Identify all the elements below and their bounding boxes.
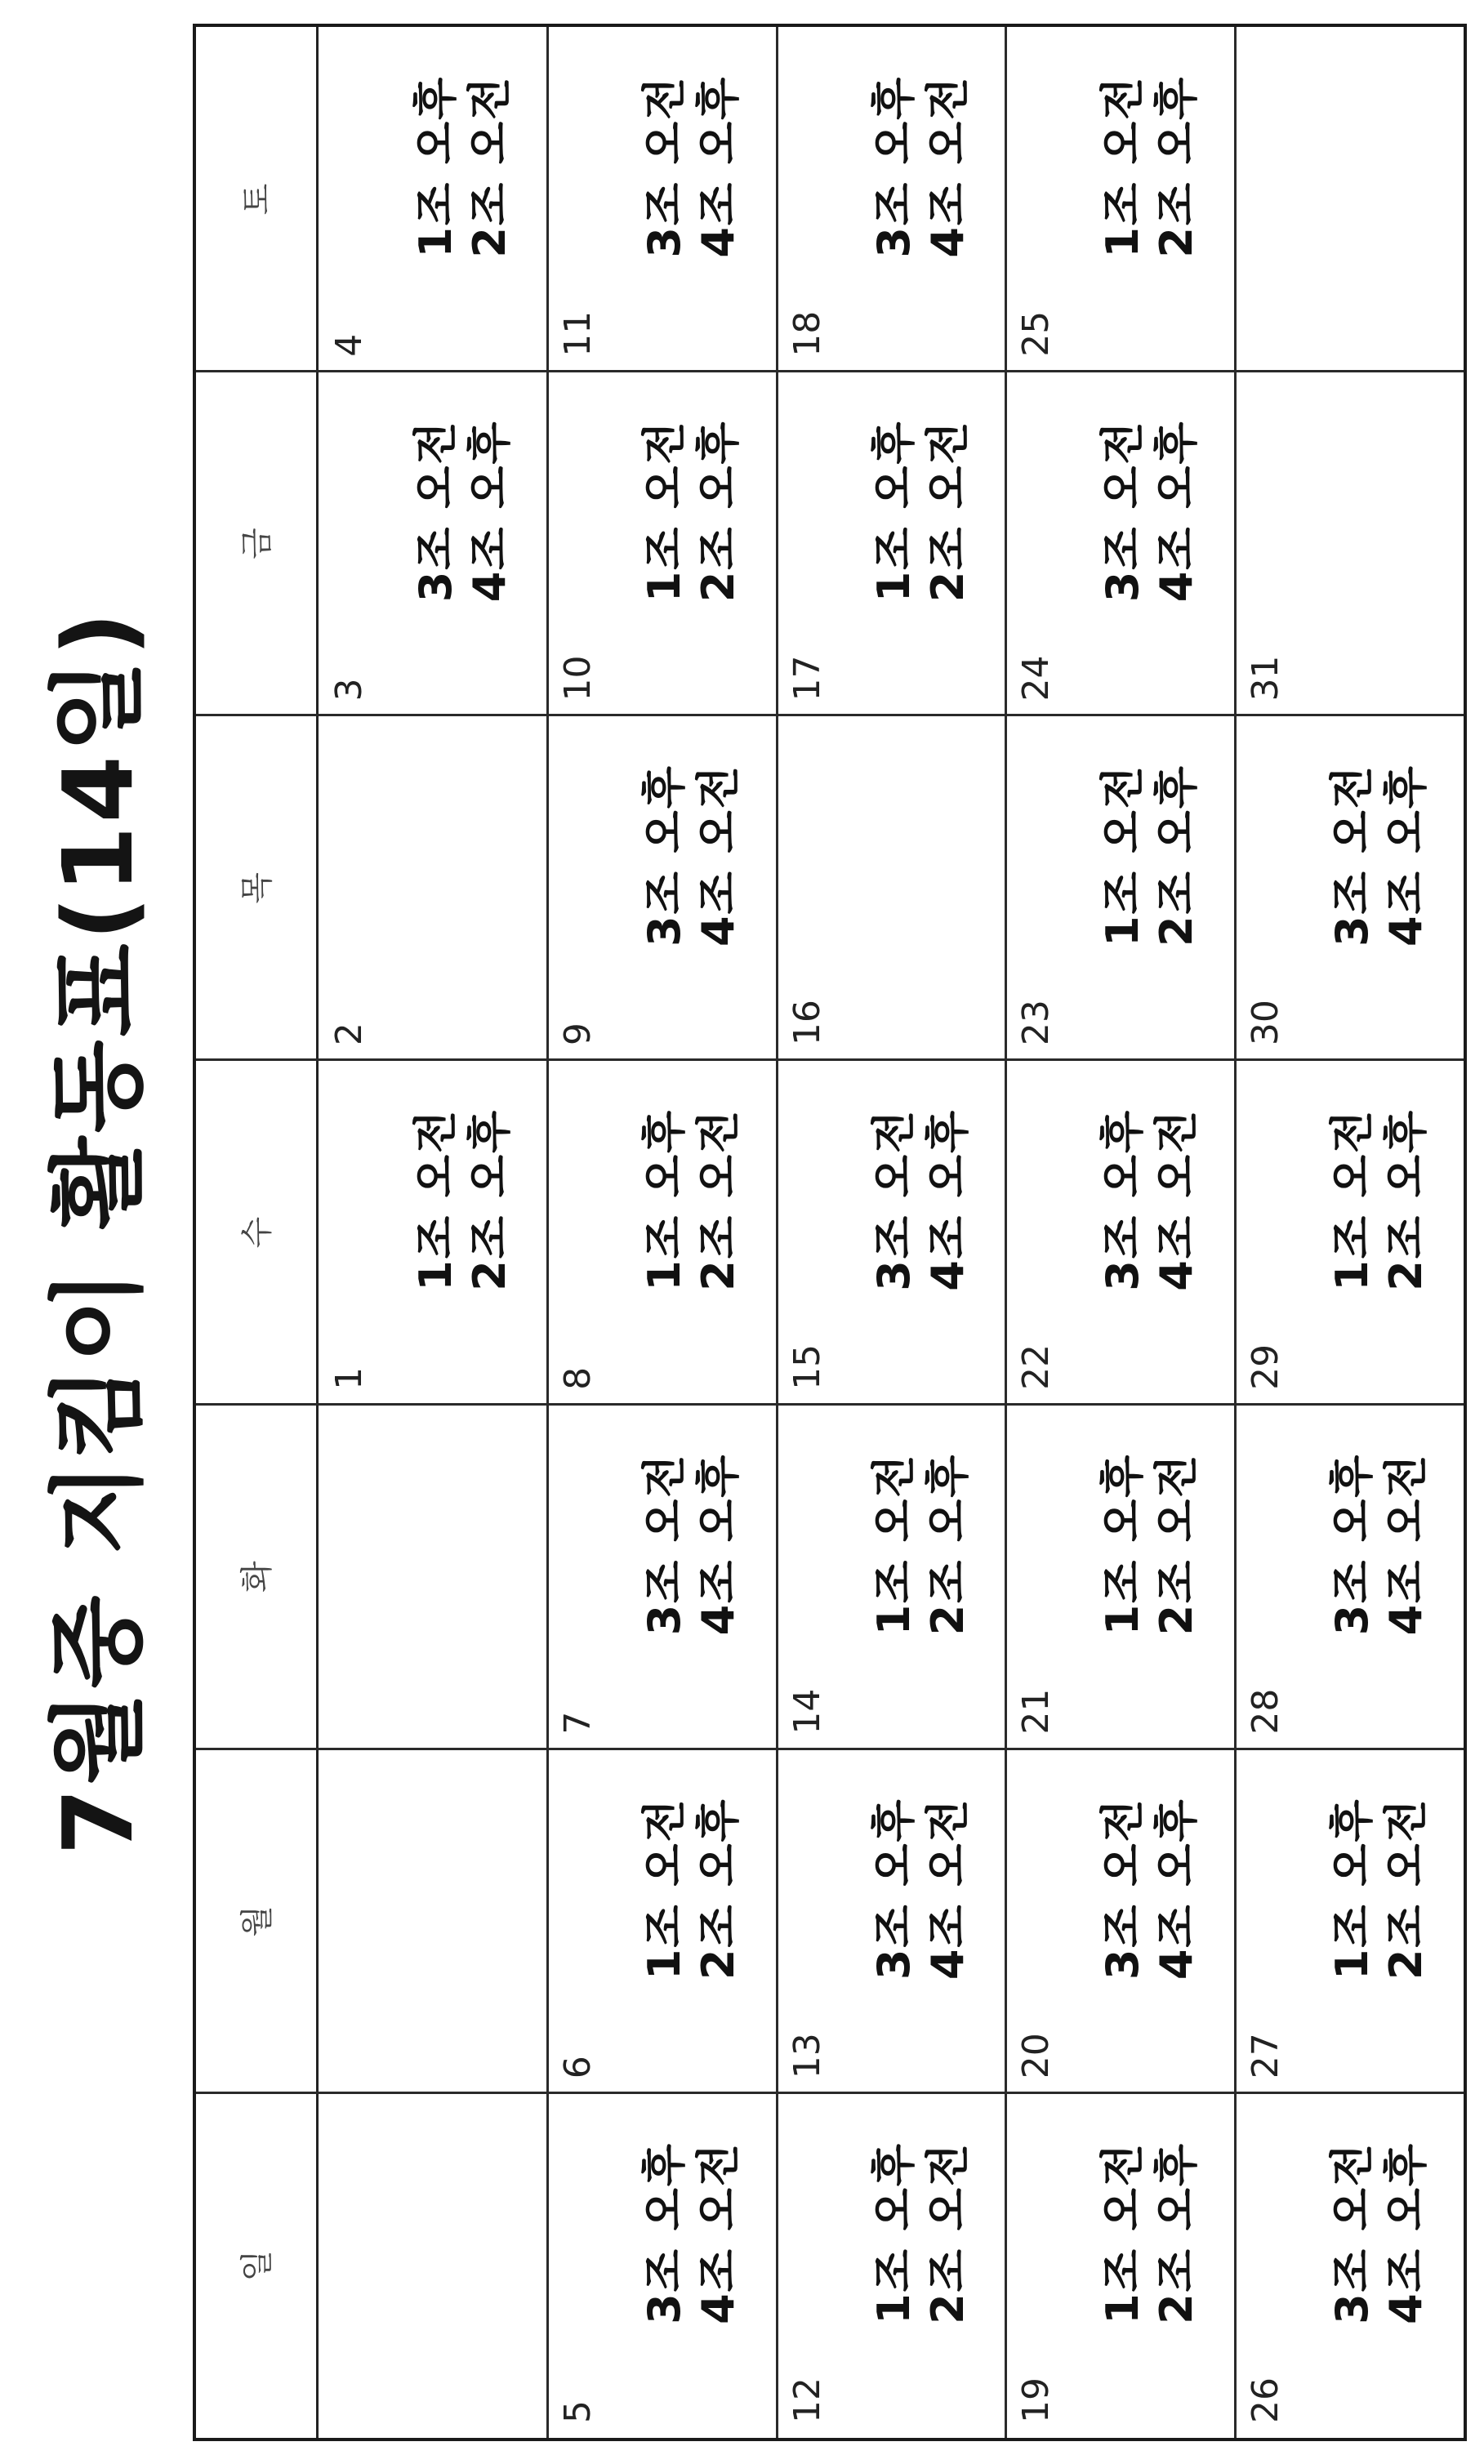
shift-entry: 1조 오전 <box>1097 75 1149 258</box>
calendar-day-cell <box>1235 1749 1464 2094</box>
shift-entry: 2조 오후 <box>921 1453 974 1636</box>
calendar-day-cell <box>777 2093 1005 2438</box>
calendar-day-cell <box>777 1749 1005 2094</box>
shift-entry: 4조 오후 <box>1379 764 1432 947</box>
page-title: 7월중 지킴이 활동표(14일) <box>42 608 154 1856</box>
day-number: 16 <box>786 1000 828 1046</box>
day-number: 21 <box>1015 1688 1058 1735</box>
shift-entry: 1조 오후 <box>867 2141 920 2324</box>
shift-entry: 1조 오전 <box>409 1108 461 1291</box>
shift-entry: 2조 오전 <box>693 1108 745 1291</box>
calendar-day-cell <box>319 1749 547 2094</box>
shift-entry: 3조 오전 <box>867 1108 920 1291</box>
shift-entry: 4조 오후 <box>1151 1798 1203 1981</box>
day-number: 23 <box>1015 1000 1058 1046</box>
calendar-day-cell <box>319 27 547 372</box>
shift-entry: 3조 오후 <box>639 2141 691 2324</box>
shift-entry: 1조 오전 <box>1097 2141 1149 2324</box>
shift-entry: 2조 오전 <box>921 420 974 603</box>
calendar-day-cell <box>1235 372 1464 716</box>
calendar-day-cell <box>1005 1749 1234 2094</box>
shift-entry: 4조 오전 <box>693 2141 745 2324</box>
shift-entry: 4조 오전 <box>921 75 974 258</box>
day-number: 30 <box>1244 1000 1286 1046</box>
shift-entry: 4조 오후 <box>463 420 515 603</box>
calendar-day-cell <box>319 2093 547 2438</box>
shift-entry: 4조 오전 <box>1151 1108 1203 1291</box>
shift-entry: 2조 오전 <box>921 2141 974 2324</box>
shift-entry: 2조 오후 <box>1151 75 1203 258</box>
calendar-day-cell <box>319 1405 547 1749</box>
shift-entry: 4조 오전 <box>921 1798 974 1981</box>
calendar-day-cell <box>1005 27 1234 372</box>
shift-entry: 2조 오후 <box>1151 2141 1203 2324</box>
shift-entry: 1조 오전 <box>1326 1108 1378 1291</box>
shift-entry: 4조 오후 <box>1151 420 1203 603</box>
calendar-day-cell <box>777 372 1005 716</box>
day-number: 19 <box>1015 2377 1058 2423</box>
shift-entry: 2조 오전 <box>1151 1453 1203 1636</box>
shift-entry: 3조 오전 <box>1326 764 1378 947</box>
weekday-header: 금 <box>238 528 276 559</box>
calendar-day-cell <box>547 715 776 1060</box>
calendar-day-cell <box>777 1405 1005 1749</box>
calendar-day-cell <box>1005 2093 1234 2438</box>
day-number: 12 <box>786 2377 828 2423</box>
day-number: 11 <box>557 310 599 357</box>
shift-entry: 1조 오전 <box>1097 764 1149 947</box>
day-number: 24 <box>1015 655 1058 702</box>
calendar-day-cell <box>777 27 1005 372</box>
shift-entry: 3조 오전 <box>409 420 461 603</box>
shift-entry: 1조 오후 <box>409 75 461 258</box>
calendar-day-cell <box>319 715 547 1060</box>
calendar-day-cell <box>1005 1405 1234 1749</box>
calendar-day-cell <box>547 27 776 372</box>
shift-entry: 3조 오전 <box>639 1453 691 1636</box>
shift-entry: 1조 오후 <box>1326 1798 1378 1981</box>
shift-entry: 3조 오후 <box>867 1798 920 1981</box>
calendar-day-cell <box>1235 2093 1464 2438</box>
day-number: 29 <box>1244 1343 1286 1390</box>
weekday-header: 월 <box>238 1905 276 1937</box>
shift-entry: 2조 오후 <box>1379 1108 1432 1291</box>
shift-entry: 2조 오후 <box>1151 764 1203 947</box>
day-number: 28 <box>1244 1688 1286 1735</box>
weekday-header: 수 <box>238 1216 276 1249</box>
shift-entry: 3조 오전 <box>1326 2141 1378 2324</box>
calendar-day-cell <box>547 372 776 716</box>
calendar-day-cell <box>777 715 1005 1060</box>
shift-entry: 2조 오전 <box>463 75 515 258</box>
shift-entry: 2조 오후 <box>693 420 745 603</box>
shift-entry: 3조 오후 <box>1326 1453 1378 1636</box>
shift-entry: 1조 오후 <box>867 420 920 603</box>
shift-entry: 3조 오후 <box>639 764 691 947</box>
calendar-day-cell <box>547 2093 776 2438</box>
day-number: 8 <box>557 1366 599 1390</box>
weekday-header: 토 <box>238 183 276 216</box>
day-number: 14 <box>786 1688 828 1735</box>
day-number: 22 <box>1015 1343 1058 1390</box>
calendar-day-cell <box>777 1060 1005 1405</box>
shift-entry: 3조 오후 <box>1097 1108 1149 1291</box>
calendar-day-cell <box>319 372 547 716</box>
day-number: 5 <box>557 2400 599 2423</box>
weekday-header: 화 <box>238 1561 276 1593</box>
shift-entry: 3조 오전 <box>639 75 691 258</box>
shift-entry: 4조 오전 <box>1379 1453 1432 1636</box>
day-number: 10 <box>557 655 599 702</box>
weekday-header: 일 <box>238 2249 276 2282</box>
day-number: 26 <box>1244 2377 1286 2423</box>
shift-entry: 3조 오전 <box>1097 1798 1149 1981</box>
shift-entry: 4조 오후 <box>693 75 745 258</box>
calendar-day-cell <box>1235 1405 1464 1749</box>
calendar-day-cell <box>1005 372 1234 716</box>
shift-entry: 4조 오후 <box>921 1108 974 1291</box>
calendar-day-cell <box>1005 1060 1234 1405</box>
calendar-day-cell <box>547 1749 776 2094</box>
shift-entry: 2조 오후 <box>693 1798 745 1981</box>
day-number: 18 <box>786 310 828 357</box>
shift-entry: 4조 오후 <box>693 1453 745 1636</box>
day-number: 1 <box>328 1366 370 1390</box>
shift-entry: 1조 오전 <box>867 1453 920 1636</box>
day-number: 27 <box>1244 2033 1286 2079</box>
shift-entry: 4조 오후 <box>1379 2141 1432 2324</box>
calendar-day-cell <box>547 1060 776 1405</box>
day-number: 4 <box>328 333 370 357</box>
day-number: 15 <box>786 1343 828 1390</box>
calendar-day-cell <box>547 1405 776 1749</box>
calendar-day-cell <box>1235 27 1464 372</box>
calendar-day-cell <box>319 1060 547 1405</box>
day-number: 13 <box>786 2033 828 2079</box>
shift-entry: 1조 오전 <box>639 420 691 603</box>
day-number: 31 <box>1244 655 1286 702</box>
day-number: 20 <box>1015 2033 1058 2079</box>
day-number: 3 <box>328 678 370 702</box>
shift-entry: 2조 오후 <box>463 1108 515 1291</box>
day-number: 9 <box>557 1023 599 1046</box>
day-number: 7 <box>557 1711 599 1735</box>
shift-entry: 2조 오전 <box>1379 1798 1432 1981</box>
shift-entry: 1조 오전 <box>639 1798 691 1981</box>
calendar-table <box>193 24 1467 2441</box>
calendar-day-cell <box>1235 1060 1464 1405</box>
shift-entry: 1조 오후 <box>1097 1453 1149 1636</box>
shift-entry: 3조 오전 <box>1097 420 1149 603</box>
weekday-header: 목 <box>238 871 276 904</box>
day-number: 6 <box>557 2056 599 2079</box>
shift-entry: 3조 오후 <box>867 75 920 258</box>
day-number: 2 <box>328 1023 370 1046</box>
day-number: 17 <box>786 655 828 702</box>
calendar-day-cell <box>1005 715 1234 1060</box>
day-number: 25 <box>1015 310 1058 357</box>
shift-entry: 4조 오전 <box>693 764 745 947</box>
weekday-header-row <box>196 27 319 2438</box>
shift-entry: 1조 오후 <box>639 1108 691 1291</box>
calendar-day-cell <box>1235 715 1464 1060</box>
